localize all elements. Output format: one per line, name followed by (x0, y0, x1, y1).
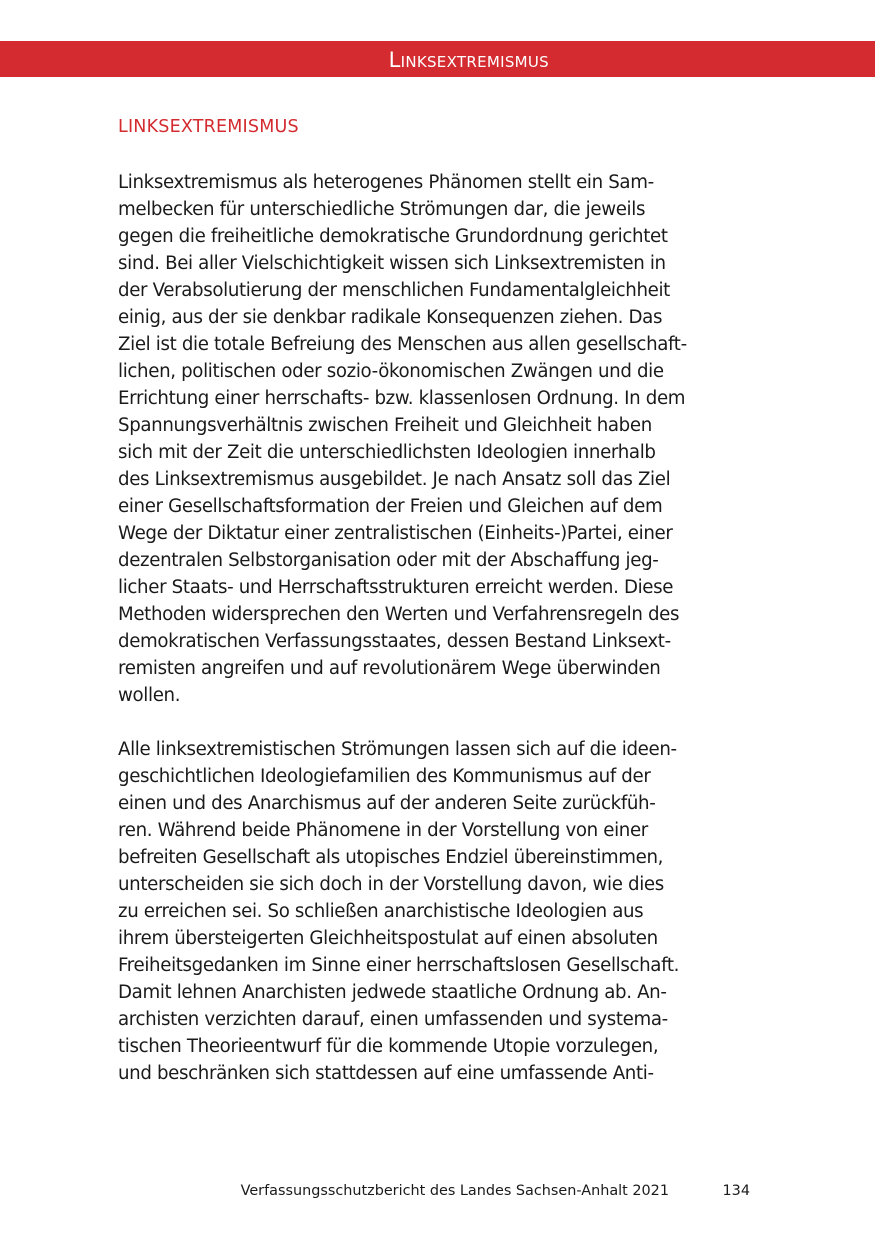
text-line: befreiten Gesellschaft als utopisches Endziel übereinstimmen, (118, 847, 664, 868)
text-line: einen und des Anarchismus auf der anderen Seite zurückfüh- (118, 793, 656, 814)
body-text (118, 169, 760, 1087)
text-line: einig, aus der sie denkbar radikale Konsequenzen ziehen. Das (118, 307, 663, 328)
page-number: 134 (722, 1183, 750, 1199)
text-line: Errichtung einer herrschafts- bzw. klassenlosen Ordnung. In dem (118, 388, 686, 409)
text-line: wollen. (118, 685, 181, 706)
text-line: zu erreichen sei. So schließen anarchistische Ideologien aus (118, 901, 644, 922)
text-line: Ziel ist die totale Befreiung des Menschen aus allen gesellschaft- (118, 334, 687, 355)
text-line: Methoden widersprechen den Werten und Verfahrensregeln des (118, 604, 680, 625)
text-line: und beschränken sich stattdessen auf eine umfassende Anti- (118, 1063, 654, 1084)
text-line: sind. Bei aller Vielschichtigkeit wissen sich Linksextremisten in (118, 253, 666, 274)
text-line: gegen die freiheitliche demokratische Grundordnung gerichtet (118, 226, 668, 247)
section-heading: LINKSEXTREMISMUS (118, 117, 299, 137)
text-line: Spannungsverhältnis zwischen Freiheit und Gleichheit haben (118, 415, 652, 436)
chapter-title: Linksextremismus (388, 48, 549, 72)
text-line: einer Gesellschaftsformation der Freien und Gleichen auf dem (118, 496, 663, 517)
text-line: der Verabsolutierung der menschlichen Fundamentalgleichheit (118, 280, 670, 301)
chapter-header-band (0, 41, 875, 77)
text-line: demokratischen Verfassungsstaates, dessen Bestand Linksext- (118, 631, 671, 652)
page-footer (0, 1183, 875, 1205)
text-line: melbecken für unterschiedliche Strömungen dar, die jeweils (118, 199, 646, 220)
text-line: remisten angreifen und auf revolutionärem Wege überwinden (118, 658, 661, 679)
text-line: Freiheitsgedanken im Sinne einer herrschaftslosen Gesellschaft. (118, 955, 680, 976)
publication-title: Verfassungsschutzbericht des Landes Sachsen-Anhalt 2021 (240, 1183, 669, 1199)
text-line: Alle linksextremistischen Strömungen lassen sich auf die ideen- (118, 739, 677, 760)
paragraph-1 (118, 169, 760, 709)
text-line: ren. Während beide Phänomene in der Vorstellung von einer (118, 820, 648, 841)
paragraph-2 (118, 736, 760, 1087)
text-line: geschichtlichen Ideologiefamilien des Kommunismus auf der (118, 766, 651, 787)
text-line: Damit lehnen Anarchisten jedwede staatliche Ordnung ab. An- (118, 982, 667, 1003)
text-line: tischen Theorieentwurf für die kommende Utopie vorzulegen, (118, 1036, 659, 1057)
text-line: dezentralen Selbstorganisation oder mit der Abschaffung jeg- (118, 550, 659, 571)
text-line: sich mit der Zeit die unterschiedlichsten Ideologien innerhalb (118, 442, 656, 463)
text-line: Wege der Diktatur einer zentralistischen (Einheits-)Partei, einer (118, 523, 673, 544)
text-line: Linksextremismus als heterogenes Phänomen stellt ein Sam- (118, 172, 654, 193)
text-line: unterscheiden sie sich doch in der Vorstellung davon, wie dies (118, 874, 664, 895)
text-line: licher Staats- und Herrschaftsstrukturen erreicht werden. Diese (118, 577, 674, 598)
text-line: archisten verzichten darauf, einen umfassenden und systema- (118, 1009, 668, 1030)
text-line: lichen, politischen oder sozio-ökonomischen Zwängen und die (118, 361, 664, 382)
text-line: des Linksextremismus ausgebildet. Je nach Ansatz soll das Ziel (118, 469, 671, 490)
text-line: ihrem übersteigerten Gleichheitspostulat auf einen absoluten (118, 928, 658, 949)
